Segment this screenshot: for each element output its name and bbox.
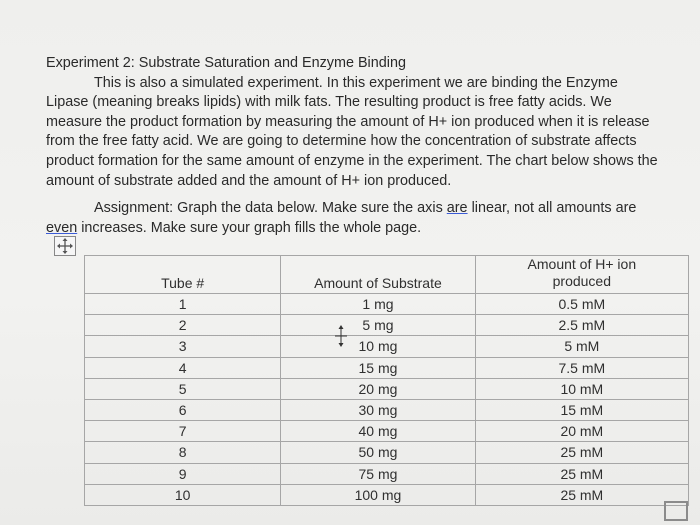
header-hion-text [528,256,637,293]
cell-substrate: 75 mg [281,463,475,484]
resize-cursor-icon [334,324,348,348]
cell-hion: 2.5 mM [475,315,688,336]
cell-substrate: 1 mg [281,294,475,315]
table-row [85,484,689,505]
cell-tube: 4 [85,357,281,378]
cell-hion: 5 mM [475,336,688,357]
paragraph-line-2: Lipase (meaning breaks lipids) with milk fats. The resulting product is free fatty acids. We [46,94,612,111]
cell-substrate: 40 mg [281,421,475,442]
cell-substrate: 20 mg [281,378,475,399]
header-substrate: Amount of Substrate [281,256,475,294]
table-row [85,315,689,336]
table-row [85,442,689,463]
assignment-line-2-suffix: increases. Make sure your graph fills the whole page. [77,219,422,236]
header-hion-line1: Amount of H+ ion [527,256,637,272]
assignment-line-1 [46,199,700,219]
cell-tube: 9 [85,463,281,484]
experiment-text [46,54,700,191]
paragraph-line-3: measure the product formation by measuring the amount of H+ ion produced when it is release [46,113,650,130]
cell-tube: 8 [85,442,281,463]
assignment-line-1-suffix: linear, not all amounts are [467,200,637,216]
assignment-text [46,199,700,238]
header-hion-line2: produced [552,273,612,289]
paragraph-line-4: from the free fatty acid. We are going to determine how the concentration of substrate affects [46,133,637,150]
cell-hion: 15 mM [475,399,688,420]
cell-hion: 25 mM [475,484,688,505]
cell-tube: 1 [85,294,281,315]
paragraph-line-1: This is also a simulated experiment. In this experiment we are binding the Enzyme [94,74,618,91]
table-row [85,421,689,442]
grammar-flag-word[interactable]: are [446,200,468,216]
cell-substrate: 5 mg [281,315,475,336]
cell-substrate: 30 mg [281,399,475,420]
cell-tube: 6 [85,399,281,420]
cell-hion: 25 mM [475,463,688,484]
assignment-line-2 [46,219,700,239]
document-title: Experiment 2: Substrate Saturation and Enzyme Binding [46,55,406,71]
cell-hion: 10 mM [475,378,688,399]
paragraph-line-6: amount of substrate added and the amount of H+ ion produced. [46,172,452,189]
header-hion [475,256,688,294]
grammar-flag-word-2[interactable]: even [46,219,78,236]
table-row [85,336,689,357]
paragraph-line-5: product formation for the same amount of enzyme in the experiment. The chart below shows the [46,152,658,169]
cell-tube: 3 [85,336,281,357]
header-tube: Tube # [85,256,281,294]
cell-substrate: 50 mg [281,442,475,463]
cell-hion: 0.5 mM [475,294,688,315]
cell-substrate: 10 mg [281,336,475,357]
cell-tube: 7 [85,421,281,442]
cell-tube: 5 [85,378,281,399]
table-row [85,378,689,399]
cell-tube: 10 [85,484,281,505]
table-resize-handle[interactable] [664,501,688,521]
table-row [85,294,689,315]
assignment-line-1-prefix: Assignment: Graph the data below. Make sure the axis [94,200,447,216]
cell-hion: 20 mM [475,421,688,442]
cell-substrate: 100 mg [281,484,475,505]
data-table [84,255,689,506]
table-move-handle[interactable] [54,236,76,256]
cell-hion: 7.5 mM [475,357,688,378]
cell-hion: 25 mM [475,442,688,463]
table-row [85,357,689,378]
table-header-row [85,256,689,294]
table-row [85,399,689,420]
table-row [85,463,689,484]
cell-substrate: 15 mg [281,357,475,378]
cell-tube: 2 [85,315,281,336]
move-arrows-icon [55,237,75,255]
